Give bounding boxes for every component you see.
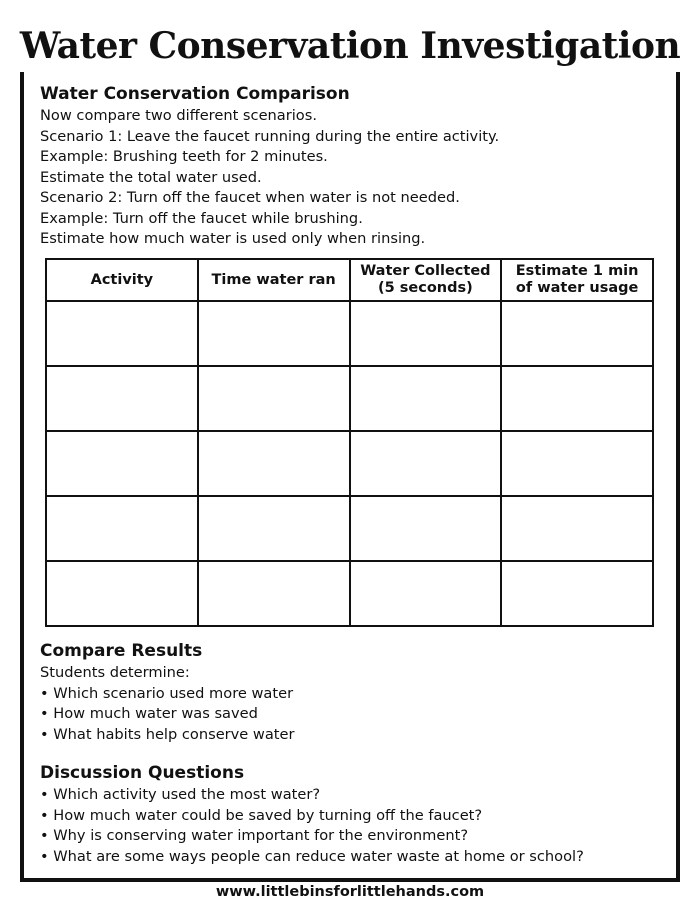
header-estimate-line2: of water usage bbox=[515, 280, 639, 296]
table-cell[interactable] bbox=[350, 301, 502, 366]
table-row bbox=[46, 431, 653, 496]
table-cell[interactable] bbox=[501, 561, 653, 626]
water-usage-table bbox=[45, 258, 654, 627]
header-water-collected bbox=[350, 259, 502, 301]
list-item: • Which activity used the most water? bbox=[40, 786, 321, 803]
list-item: • What are some ways people can reduce water waste at home or school? bbox=[40, 847, 584, 865]
table-cell[interactable] bbox=[46, 301, 198, 366]
table-cell[interactable] bbox=[501, 366, 653, 431]
compare-heading: Compare Results bbox=[40, 641, 203, 661]
table-header-row bbox=[46, 259, 653, 301]
intro-line: Example: Turn off the faucet while brushing. bbox=[40, 209, 363, 227]
intro-line: Scenario 2: Turn off the faucet when water is not needed. bbox=[40, 189, 460, 206]
list-item: • What habits help conserve water bbox=[40, 725, 295, 743]
intro-heading: Water Conservation Comparison bbox=[40, 84, 350, 104]
footer-url: www.littlebinsforlittlehands.com bbox=[215, 884, 485, 900]
list-item: • Which scenario used more water bbox=[40, 684, 294, 702]
intro-line: Example: Brushing teeth for 2 minutes. bbox=[40, 148, 328, 165]
intro-line: Now compare two different scenarios. bbox=[40, 107, 317, 124]
table-cell[interactable] bbox=[501, 496, 653, 561]
table-cell[interactable] bbox=[46, 431, 198, 496]
header-estimate bbox=[501, 259, 653, 301]
discussion-heading: Discussion Questions bbox=[40, 763, 245, 783]
intro-line: Scenario 1: Leave the faucet running during the entire activity. bbox=[40, 127, 500, 145]
intro-section bbox=[40, 83, 660, 250]
table-cell[interactable] bbox=[198, 301, 350, 366]
page-title: Water Conservation Investigation bbox=[10, 20, 690, 72]
list-item: • Why is conserving water important for the environment? bbox=[40, 827, 469, 844]
table-cell[interactable] bbox=[350, 366, 502, 431]
table-cell[interactable] bbox=[198, 561, 350, 626]
table-row bbox=[46, 561, 653, 626]
header-time-label: Time water ran bbox=[211, 271, 336, 288]
discussion-section bbox=[40, 762, 660, 867]
title-band bbox=[0, 20, 700, 72]
table-cell[interactable] bbox=[350, 496, 502, 561]
header-activity bbox=[46, 259, 198, 301]
intro-line: Estimate how much water is used only when rinsing. bbox=[40, 230, 426, 247]
table-cell[interactable] bbox=[46, 561, 198, 626]
table-cell[interactable] bbox=[501, 301, 653, 366]
header-collected-line1: Water Collected bbox=[360, 263, 491, 279]
header-time-water-ran bbox=[198, 259, 350, 301]
table-cell[interactable] bbox=[46, 366, 198, 431]
compare-intro: Students determine: bbox=[40, 664, 190, 681]
header-collected-line2: (5 seconds) bbox=[378, 280, 473, 296]
header-activity-label: Activity bbox=[90, 271, 154, 288]
table-cell[interactable] bbox=[350, 561, 502, 626]
intro-line: Estimate the total water used. bbox=[40, 168, 262, 186]
table-cell[interactable] bbox=[198, 431, 350, 496]
list-item: • How much water was saved bbox=[40, 705, 258, 722]
compare-section bbox=[40, 640, 660, 745]
table-cell[interactable] bbox=[198, 366, 350, 431]
table-cell[interactable] bbox=[350, 431, 502, 496]
list-item: • How much water could be saved by turning off the faucet? bbox=[40, 806, 483, 824]
table-cell[interactable] bbox=[198, 496, 350, 561]
table-cell[interactable] bbox=[501, 431, 653, 496]
table-row bbox=[46, 301, 653, 366]
table-row bbox=[46, 366, 653, 431]
table-cell[interactable] bbox=[46, 496, 198, 561]
table-row bbox=[46, 496, 653, 561]
header-estimate-line1: Estimate 1 min bbox=[515, 263, 639, 279]
